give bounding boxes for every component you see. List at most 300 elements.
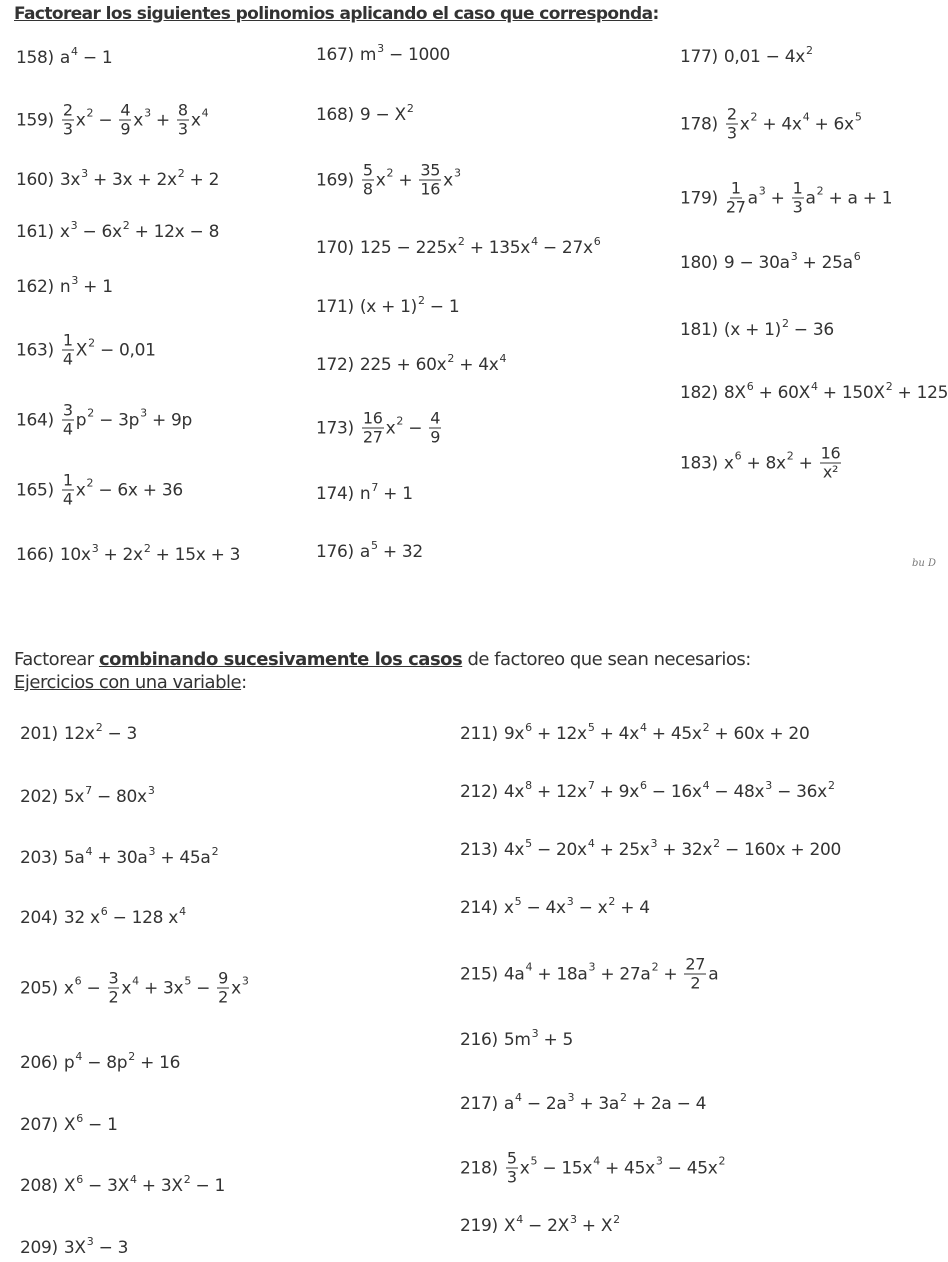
- exponent: 2: [177, 166, 185, 180]
- exponent: 2: [816, 184, 824, 198]
- term-text: − 8p: [82, 1053, 128, 1073]
- polynomial-expression: [63, 904, 186, 928]
- numerator: 9: [218, 968, 229, 988]
- numerator: 27: [685, 954, 706, 974]
- term-text: 225 + 60x: [359, 355, 447, 375]
- exercise-item: [20, 904, 186, 928]
- exponent: 2: [702, 720, 710, 734]
- polynomial-expression: [503, 1026, 574, 1050]
- exponent: 8: [525, 778, 532, 792]
- exponent: 3: [531, 1026, 539, 1040]
- exercise-item: [460, 836, 842, 860]
- exercise-number: 161): [16, 222, 54, 242]
- term-text: x: [133, 110, 144, 130]
- exponent: 2: [86, 476, 94, 490]
- term-text: 4a: [503, 964, 525, 984]
- exponent: 4: [702, 778, 710, 792]
- denominator: 2: [218, 987, 229, 1007]
- term-text: − 48x: [709, 782, 765, 802]
- exercise-item: [680, 445, 843, 482]
- polynomial-expression: [63, 1049, 181, 1073]
- denominator: 16: [420, 179, 441, 199]
- term-text: + 9p: [146, 410, 193, 430]
- term-text: x: [231, 978, 241, 998]
- term-text: 5x: [63, 787, 85, 807]
- polynomial-expression: [59, 166, 220, 190]
- term-text: + 18a: [532, 964, 588, 984]
- term-text: + 30a: [92, 848, 148, 868]
- exercise-number: 215): [460, 964, 498, 984]
- exercise-item: [20, 970, 249, 1007]
- denominator: 8: [362, 179, 373, 199]
- term-text: − 3: [93, 1238, 129, 1258]
- polynomial-expression: [359, 538, 423, 562]
- term-text: a: [359, 542, 371, 562]
- section2-subtitle: Ejercicios con una variable:: [14, 672, 247, 693]
- numerator: 16: [362, 408, 383, 428]
- exponent: 6: [76, 1172, 83, 1186]
- term-text: − 1: [190, 1176, 226, 1196]
- exponent: 4: [85, 844, 93, 858]
- term-text: + 12x − 8: [129, 222, 220, 242]
- term-text: + 25x: [594, 840, 650, 860]
- polynomial-expression: [63, 720, 138, 744]
- term-text: −: [403, 418, 428, 438]
- exercise-item: [680, 379, 948, 403]
- exercise-number: 164): [16, 410, 54, 430]
- denominator: 3: [62, 119, 73, 139]
- term-text: − 15x: [537, 1158, 593, 1178]
- term-text: x: [385, 418, 396, 438]
- term-text: a: [805, 188, 816, 208]
- term-text: + 6x: [809, 114, 854, 134]
- term-text: + 4: [615, 898, 650, 918]
- exercise-item: [680, 43, 813, 67]
- term-text: − 27x: [537, 238, 593, 258]
- exercise-number: 159): [16, 110, 54, 130]
- exercise-item: [20, 1049, 181, 1073]
- exponent: 3: [567, 1090, 575, 1104]
- polynomial-expression: [504, 1150, 725, 1187]
- term-text: + 15x + 3: [150, 545, 241, 565]
- exercise-item: [16, 166, 220, 190]
- exponent: 4: [132, 974, 139, 988]
- polynomial-expression: [503, 836, 842, 860]
- term-text: +: [765, 188, 790, 208]
- numerator: 3: [62, 400, 73, 420]
- term-text: + 135x: [464, 238, 531, 258]
- polynomial-expression: [359, 351, 507, 375]
- term-text: + 12x: [531, 782, 587, 802]
- polynomial-expression: [60, 102, 208, 139]
- exercise-item: [316, 351, 507, 375]
- exponent: 3: [650, 836, 658, 850]
- fraction: [217, 970, 229, 1007]
- exercise-item: [316, 293, 460, 317]
- exercise-number: 180): [680, 253, 718, 273]
- term-text: 32 x: [63, 908, 100, 928]
- term-text: + 12x: [531, 724, 587, 744]
- exponent: 2: [827, 778, 835, 792]
- numerator: 1: [730, 178, 741, 198]
- denominator: 2: [690, 973, 701, 993]
- exponent: 4: [525, 960, 533, 974]
- polynomial-expression: [64, 970, 249, 1007]
- exercise-item: [460, 1026, 574, 1050]
- exponent: 3: [70, 218, 78, 232]
- exercise-number: 172): [316, 355, 354, 375]
- exponent: 3: [147, 783, 155, 797]
- fraction: [177, 102, 189, 139]
- exponent: 6: [853, 249, 861, 263]
- exercise-number: 182): [680, 383, 718, 403]
- term-text: − 36x: [771, 782, 827, 802]
- term-text: + 2a − 4: [626, 1094, 707, 1114]
- polynomial-expression: [723, 249, 861, 273]
- exponent: 5: [525, 836, 532, 850]
- polynomial-expression: [59, 541, 241, 565]
- exercise-number: 163): [16, 340, 54, 360]
- exercise-item: [16, 44, 113, 68]
- exponent: 3: [148, 844, 156, 858]
- exponent: 3: [566, 894, 574, 908]
- exercise-number: 177): [680, 47, 718, 67]
- term-text: 10x: [59, 545, 91, 565]
- exponent: 2: [805, 43, 813, 57]
- numerator: 35: [420, 160, 441, 180]
- exercise-number: 183): [680, 453, 718, 473]
- exercise-number: 209): [20, 1238, 58, 1258]
- exercise-number: 208): [20, 1176, 58, 1196]
- polynomial-expression: [59, 218, 220, 242]
- term-text: + 150X: [817, 383, 885, 403]
- polynomial-expression: [63, 844, 219, 868]
- term-text: + 32x: [657, 840, 713, 860]
- term-text: + 60X: [753, 383, 810, 403]
- exercise-item: [460, 720, 810, 744]
- term-text: + 9x: [594, 782, 639, 802]
- denominator: 2: [108, 987, 119, 1007]
- term-text: a: [59, 48, 71, 68]
- exponent: 2: [620, 1090, 627, 1104]
- term-text: − 3: [102, 724, 138, 744]
- exercise-item: [20, 1234, 129, 1258]
- exponent: 2: [183, 1172, 191, 1186]
- exponent: 4: [75, 1049, 83, 1063]
- exponent: 2: [396, 414, 404, 428]
- polynomial-expression: [359, 480, 413, 504]
- exercise-number: 167): [316, 45, 354, 65]
- term-text: + a + 1: [823, 188, 893, 208]
- term-text: + 32: [377, 542, 423, 562]
- exponent: 3: [655, 1154, 663, 1168]
- exercise-number: 207): [20, 1115, 58, 1135]
- exercise-item: [680, 106, 862, 143]
- term-text: + 4x: [454, 355, 499, 375]
- term-text: 0,01 − 4x: [723, 47, 805, 67]
- term-text: − x: [573, 898, 608, 918]
- term-text: x: [59, 222, 70, 242]
- term-text: + 45x: [646, 724, 702, 744]
- polynomial-expression: [63, 1111, 118, 1135]
- exponent: 2: [651, 960, 659, 974]
- exponent: 5: [530, 1154, 538, 1168]
- numerator: 1: [62, 470, 73, 490]
- term-text: 9 − X: [359, 105, 406, 125]
- exponent: 4: [129, 1172, 137, 1186]
- exercise-number: 211): [460, 724, 498, 744]
- exponent: 3: [91, 541, 99, 555]
- exercise-item: [316, 234, 601, 258]
- polynomial-expression: [723, 43, 813, 67]
- exponent: 5: [184, 974, 192, 988]
- term-text: x: [723, 453, 734, 473]
- exercise-number: 166): [16, 545, 54, 565]
- polynomial-expression: [360, 410, 443, 447]
- exercise-number: 203): [20, 848, 58, 868]
- term-text: 3X: [63, 1238, 86, 1258]
- exponent: 4: [516, 1212, 523, 1226]
- numerator: 2: [726, 104, 737, 124]
- exercise-item: [20, 1172, 226, 1196]
- term-text: a: [747, 188, 758, 208]
- term-text: + 1: [378, 484, 413, 504]
- polynomial-expression: [503, 894, 650, 918]
- exercise-number: 168): [316, 105, 354, 125]
- exponent: 5: [514, 894, 522, 908]
- term-text: 8X: [723, 383, 746, 403]
- fraction: [726, 106, 738, 143]
- term-text: + 3a: [574, 1094, 620, 1114]
- exponent: 4: [811, 379, 818, 393]
- term-text: + 25a: [797, 253, 853, 273]
- exponent: 2: [417, 293, 425, 307]
- denominator: 3: [177, 119, 188, 139]
- term-text: − 3p: [93, 410, 140, 430]
- denominator: 3: [726, 123, 737, 143]
- term-text: − 1: [77, 48, 113, 68]
- term-text: + 2: [184, 170, 220, 190]
- polynomial-expression: [504, 956, 718, 993]
- exercise-item: [16, 541, 241, 565]
- term-text: 5m: [503, 1030, 531, 1050]
- term-text: 4x: [503, 840, 525, 860]
- polynomial-expression: [359, 293, 460, 317]
- exercise-number: 174): [316, 484, 354, 504]
- term-text: x: [75, 480, 86, 500]
- exercise-number: 204): [20, 908, 58, 928]
- polynomial-expression: [60, 402, 192, 439]
- exercise-number: 205): [20, 978, 58, 998]
- exponent: 4: [71, 44, 78, 58]
- exercise-number: 173): [316, 418, 354, 438]
- polynomial-expression: [360, 162, 461, 199]
- exponent: 4: [802, 110, 810, 124]
- exponent: 3: [790, 249, 798, 263]
- exponent: 4: [499, 351, 507, 365]
- exercise-number: 218): [460, 1158, 498, 1178]
- exponent: 6: [639, 778, 647, 792]
- term-text: + 8x: [741, 453, 786, 473]
- exercise-number: 217): [460, 1094, 498, 1114]
- term-text: − 80x: [91, 787, 147, 807]
- exponent: 7: [587, 778, 595, 792]
- denominator: x²: [822, 462, 839, 482]
- term-text: − 1000: [383, 45, 451, 65]
- polynomial-expression: [359, 234, 601, 258]
- exponent: 6: [746, 379, 754, 393]
- polynomial-expression: [724, 445, 844, 482]
- term-text: −: [93, 110, 118, 130]
- term-text: a: [708, 964, 719, 984]
- fraction: [684, 956, 706, 993]
- exponent: 7: [371, 480, 379, 494]
- exercise-item: [20, 720, 138, 744]
- polynomial-expression: [724, 180, 892, 217]
- exercise-number: 206): [20, 1053, 58, 1073]
- exercise-number: 176): [316, 542, 354, 562]
- term-text: 9 − 30a: [723, 253, 790, 273]
- exponent: 5: [371, 538, 378, 552]
- numerator: 16: [820, 443, 841, 463]
- exponent: 2: [128, 1049, 135, 1063]
- polynomial-expression: [503, 1212, 620, 1236]
- exponent: 4: [515, 1090, 522, 1104]
- exercise-item: [316, 538, 423, 562]
- fraction: [62, 332, 74, 369]
- term-text: + 45a: [155, 848, 211, 868]
- polynomial-expression: [63, 1172, 226, 1196]
- denominator: 4: [62, 489, 73, 509]
- exercise-item: [316, 162, 461, 199]
- exponent: 3: [140, 406, 147, 420]
- exercise-item: [680, 249, 861, 273]
- fraction: [362, 410, 384, 447]
- term-text: + 5: [538, 1030, 574, 1050]
- term-text: 3x: [59, 170, 81, 190]
- denominator: 9: [120, 119, 131, 139]
- exponent: 2: [457, 234, 465, 248]
- term-text: m: [359, 45, 377, 65]
- term-text: − 1: [82, 1115, 118, 1135]
- exponent: 3: [71, 273, 79, 287]
- fraction: [792, 180, 804, 217]
- exponent: 2: [718, 1154, 726, 1168]
- term-text: x: [739, 114, 750, 134]
- exponent: 2: [613, 1212, 620, 1226]
- fraction: [62, 402, 74, 439]
- exercise-item: [680, 316, 834, 340]
- exercise-item: [20, 783, 155, 807]
- term-text: x: [121, 978, 132, 998]
- numerator: 1: [792, 178, 803, 198]
- exponent: 3: [144, 106, 151, 120]
- term-text: − 36: [788, 320, 834, 340]
- exercise-number: 212): [460, 782, 498, 802]
- exercise-item: [460, 894, 650, 918]
- fraction: [506, 1150, 518, 1187]
- exponent: 6: [593, 234, 601, 248]
- term-text: + 45x: [599, 1158, 655, 1178]
- denominator: 4: [62, 349, 73, 369]
- term-text: 4x: [503, 782, 525, 802]
- polynomial-expression: [503, 1090, 707, 1114]
- exercise-item: [460, 1150, 725, 1187]
- exercise-item: [16, 218, 220, 242]
- fraction: [62, 102, 74, 139]
- exercise-number: 201): [20, 724, 58, 744]
- exercise-number: 158): [16, 48, 54, 68]
- term-text: 9x: [503, 724, 525, 744]
- polynomial-expression: [63, 783, 155, 807]
- exponent: 2: [211, 844, 219, 858]
- term-text: − 6x: [77, 222, 122, 242]
- exercise-item: [460, 1212, 620, 1236]
- exercise-item: [460, 956, 718, 993]
- polynomial-expression: [723, 379, 948, 403]
- fraction: [820, 445, 842, 482]
- term-text: p: [75, 410, 87, 430]
- term-text: +: [393, 170, 418, 190]
- exercise-number: 213): [460, 840, 498, 860]
- exercise-number: 214): [460, 898, 498, 918]
- exercise-item: [16, 472, 183, 509]
- exercise-number: 181): [680, 320, 718, 340]
- exponent: 4: [201, 106, 209, 120]
- exponent: 3: [758, 184, 766, 198]
- denominator: 3: [792, 197, 803, 217]
- term-text: 125 − 225x: [359, 238, 457, 258]
- term-text: X: [63, 1115, 76, 1135]
- exercise-number: 202): [20, 787, 58, 807]
- exercise-item: [16, 332, 156, 369]
- term-text: x: [63, 978, 74, 998]
- term-text: x: [375, 170, 386, 190]
- exercise-item: [460, 1090, 707, 1114]
- term-text: − 45x: [662, 1158, 718, 1178]
- numerator: 8: [177, 100, 188, 120]
- polynomial-expression: [60, 472, 183, 509]
- term-text: + 4x: [594, 724, 639, 744]
- exponent: 2: [406, 101, 414, 115]
- term-text: +: [658, 964, 683, 984]
- term-text: − 16x: [646, 782, 702, 802]
- denominator: 4: [62, 419, 73, 439]
- exponent: 2: [885, 379, 893, 393]
- exponent: 3: [765, 778, 772, 792]
- numerator: 4: [430, 408, 441, 428]
- exercise-number: 179): [680, 188, 718, 208]
- polynomial-expression: [59, 44, 113, 68]
- section1-title: Factorear los siguientes polinomios aplicando el caso que corresponda:: [14, 4, 659, 24]
- exercise-item: [16, 402, 192, 439]
- term-text: + 3x: [138, 978, 184, 998]
- exponent: 3: [86, 1234, 94, 1248]
- term-text: − 3X: [82, 1176, 129, 1196]
- exponent: 4: [587, 836, 595, 850]
- exponent: 6: [74, 974, 82, 988]
- exponent: 3: [588, 960, 596, 974]
- term-text: − 6x + 36: [93, 480, 183, 500]
- polynomial-expression: [503, 778, 835, 802]
- exercise-number: 219): [460, 1216, 498, 1236]
- term-text: − 128 x: [107, 908, 179, 928]
- denominator: 27: [362, 427, 383, 447]
- term-text: x: [75, 110, 86, 130]
- polynomial-expression: [503, 720, 810, 744]
- term-text: − 20x: [531, 840, 587, 860]
- exponent: 3: [241, 974, 249, 988]
